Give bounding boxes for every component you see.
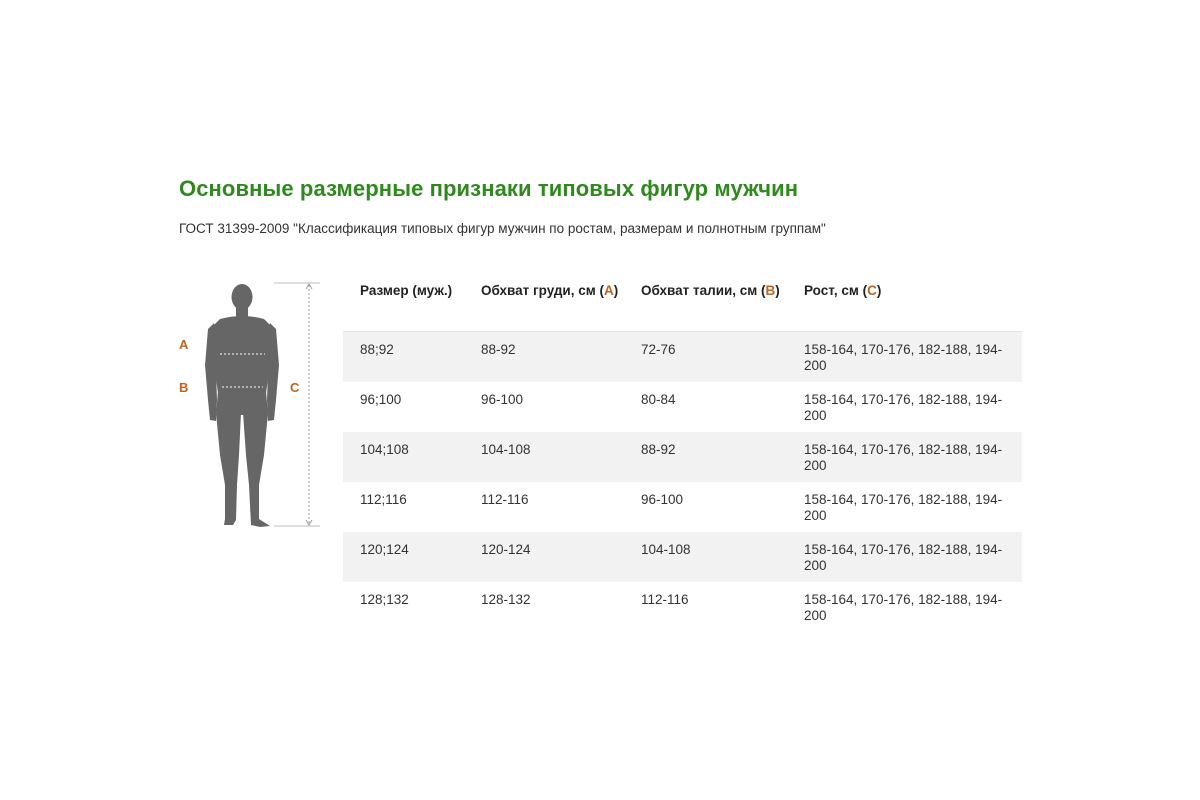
cell-waist: 112-116 <box>641 592 689 607</box>
cell-height: 158-164, 170-176, 182-188, 194-200 <box>787 332 1022 383</box>
cell-size: 88;92 <box>343 332 464 383</box>
cell-size: 128;132 <box>360 592 409 607</box>
cell-size: 120;124 <box>343 532 464 582</box>
cell-size: 96;100 <box>360 392 402 407</box>
cell-waist: 80-84 <box>641 392 676 407</box>
cell-height: 158-164, 170-176, 182-188, 194-200 <box>804 492 1003 523</box>
cell-height: 158-164, 170-176, 182-188, 194-200 <box>804 592 1003 623</box>
cell-height: 158-164, 170-176, 182-188, 194-200 <box>787 432 1022 482</box>
measurement-figure <box>170 275 330 535</box>
cell-waist: 104-108 <box>624 532 787 582</box>
cell-chest: 88-92 <box>464 332 624 383</box>
cell-height: 158-164, 170-176, 182-188, 194-200 <box>787 532 1022 582</box>
table-row <box>343 382 1022 432</box>
cell-chest: 112-116 <box>481 492 529 507</box>
table-row <box>343 582 1022 632</box>
cell-waist: 88-92 <box>624 432 787 482</box>
label-c: C <box>290 380 300 395</box>
header-waist: Обхват талии, см (B) <box>624 275 787 332</box>
table-row <box>343 432 1022 482</box>
cell-chest: 120-124 <box>464 532 624 582</box>
table-header-row <box>343 275 1022 332</box>
header-height: Рост, см (C) <box>787 275 1022 332</box>
table-row <box>343 332 1022 383</box>
cell-chest: 104-108 <box>464 432 624 482</box>
cell-size: 112;116 <box>360 492 407 507</box>
cell-waist: 96-100 <box>641 492 684 507</box>
page-title: Основные размерные признаки типовых фигур мужчин <box>179 176 799 201</box>
cell-size: 104;108 <box>343 432 464 482</box>
table-row <box>343 482 1022 532</box>
table-row <box>343 532 1022 582</box>
label-b: B <box>179 380 189 395</box>
header-size: Размер (муж.) <box>343 275 464 332</box>
male-silhouette-icon <box>170 275 330 535</box>
page-subtitle: ГОСТ 31399-2009 "Классификация типовых фигур мужчин по ростам, размерам и полнотным группам" <box>179 221 826 236</box>
cell-chest: 96-100 <box>481 392 524 407</box>
size-table <box>343 275 1022 632</box>
label-a: A <box>179 337 189 352</box>
cell-height: 158-164, 170-176, 182-188, 194-200 <box>804 392 1003 423</box>
cell-chest: 128-132 <box>481 592 531 607</box>
header-chest: Обхват груди, см (A) <box>464 275 624 332</box>
cell-waist: 72-76 <box>624 332 787 383</box>
